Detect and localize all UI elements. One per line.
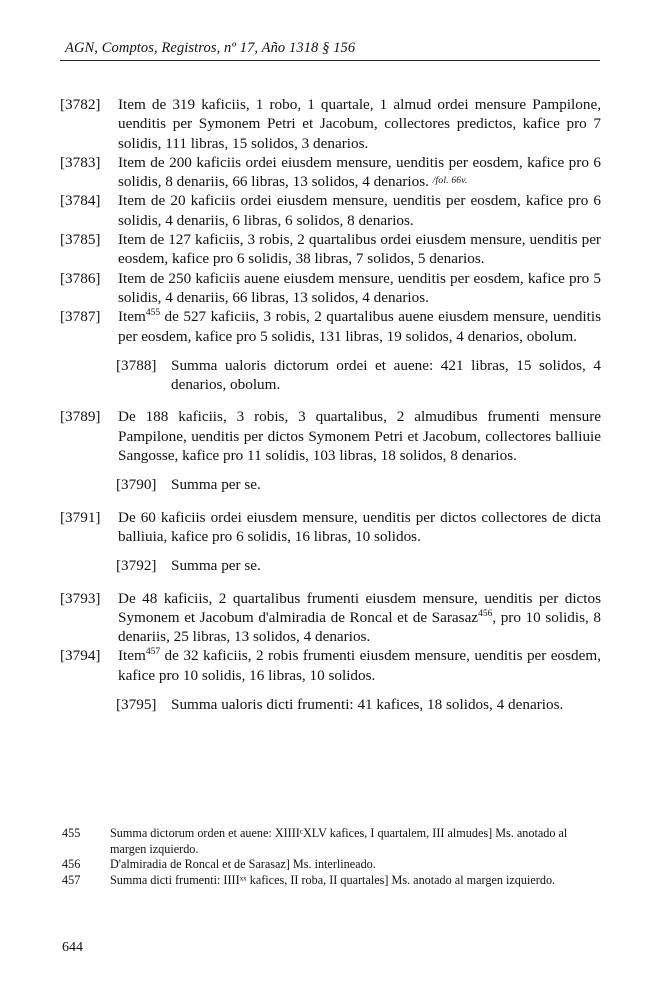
footnote-457 bbox=[62, 873, 602, 889]
entry-3791 bbox=[60, 508, 601, 547]
entry-text-main: , pro 10 solidis, 8 denariis, 25 libras, 13 solidos, 4 denarios. bbox=[118, 608, 602, 646]
footnotes bbox=[62, 826, 602, 888]
footnote-ref-456[interactable]: 456 bbox=[478, 608, 493, 619]
footnote-number: 456 bbox=[62, 857, 81, 872]
entry-number: [3789] bbox=[60, 408, 101, 426]
entry-text: Item de 127 kaficiis, 3 robis, 2 quartalibus ordei eiusdem mensure, uenditis per eosdem, kafice pro 6 solidis, 38 libras, 7 solidos, 5 denarios. bbox=[118, 231, 601, 268]
entry-3787 bbox=[60, 307, 601, 346]
entry-number: [3783] bbox=[60, 153, 101, 171]
entry-number: [3795] bbox=[116, 696, 157, 714]
entry-text: Item de 20 kaficiis ordei eiusdem mensure, uenditis per eosdem, kafice pro 6 solidis, 4 denariis, 6 libras, 6 solidos, 8 denarios. bbox=[118, 192, 601, 229]
entry-3782 bbox=[60, 95, 601, 153]
entry-number: [3792] bbox=[116, 557, 157, 575]
entry-text: De 188 kaficiis, 3 robis, 3 quartalibus, 2 almudibus frumenti mensure Pampilone, uenditis per dictos Symonem Petri et Jacobum, collectores balliuie Sangosse, kafice pro 11 solidis, 103 libras, 18 solidos, 8 denarios. bbox=[118, 408, 601, 465]
summa-3790 bbox=[116, 475, 601, 494]
entry-number: [3793] bbox=[60, 589, 101, 607]
entry-text: Summa per se. bbox=[171, 557, 261, 575]
entry-3794 bbox=[60, 646, 601, 685]
entry-text: Summa ualoris dictorum ordei et auene: 421 libras, 15 solidos, 4 denarios, obolum. bbox=[171, 356, 601, 394]
footnote-number: 455 bbox=[62, 826, 81, 840]
entry-3789 bbox=[60, 407, 601, 465]
entry-text bbox=[118, 589, 601, 647]
footnote-ref-455[interactable]: 455 bbox=[145, 308, 161, 319]
entry-number: [3786] bbox=[60, 269, 101, 287]
entry-text: Item de 319 kaficiis, 1 robo, 1 quartale, 1 almud ordei mensure Pampilone, uenditis per Symonem Petri et Jacobum, collectores predictos, kafice pro 7 solidis, 111 libras, 15 solidos, 3 denarios. bbox=[118, 96, 601, 152]
entry-number: [3791] bbox=[60, 508, 101, 526]
entry-text bbox=[118, 646, 601, 685]
footnote-ref-457[interactable]: 457 bbox=[145, 647, 161, 658]
entry-text bbox=[118, 307, 601, 346]
entry-number: [3784] bbox=[60, 192, 101, 210]
entry-text-main: Item de 200 kaficiis ordei eiusdem mensure, uenditis per eosdem, kafice pro 6 solidis, 8 denariis, 66 libras, 13 solidos, 4 denarios. bbox=[118, 153, 601, 191]
summa-3792 bbox=[116, 556, 601, 575]
entry-text-pre: Item bbox=[118, 647, 146, 665]
entry-text bbox=[118, 153, 601, 192]
running-head: AGN, Comptos, Registros, nº 17, Año 1318 § 156 bbox=[65, 40, 356, 56]
entry-number: [3788] bbox=[116, 356, 157, 374]
entry-number: [3790] bbox=[116, 476, 157, 494]
entry-number: [3794] bbox=[60, 647, 101, 665]
entry-3793 bbox=[60, 589, 601, 647]
summa-3788 bbox=[116, 356, 601, 395]
footnote-456 bbox=[62, 857, 602, 873]
entry-number: [3782] bbox=[60, 96, 101, 113]
entry-3783 bbox=[60, 153, 601, 192]
entry-text-pre: De 48 kaficiis, 2 quartalibus frumenti eiusdem mensure, uenditis per dictos Symonem et Jacobum d'almiradia de Roncal et de Sarasaz bbox=[118, 589, 601, 626]
footnote-text: Summa dictorum orden et auene: XIIIIᶜXLV kafices, I quartalem, III almudes] Ms. anotado al margen izquierdo. bbox=[110, 826, 568, 856]
summa-3795 bbox=[116, 695, 601, 714]
header-rule bbox=[60, 60, 600, 61]
folio-marker: /fol. 66v. bbox=[432, 176, 468, 187]
entry-3785 bbox=[60, 230, 601, 269]
entry-text-pre: Item bbox=[118, 308, 146, 326]
entry-text-main: de 32 kaficiis, 2 robis frumenti eiusdem mensure, uenditis per eosdem, kafice pro 10 solidis, 16 libras, 10 solidos. bbox=[118, 647, 601, 684]
document-body bbox=[60, 95, 601, 727]
footnote-text: Summa dicti frumenti: IIIIˣˣ kafices, II roba, II quartales] Ms. anotado al margen izquierdo. bbox=[110, 872, 556, 887]
page-number: 644 bbox=[62, 940, 83, 955]
footnote-455 bbox=[62, 826, 602, 857]
footnote-number: 457 bbox=[62, 872, 81, 887]
entry-number: [3785] bbox=[60, 231, 101, 249]
footnote-text: D'almiradia de Roncal et de Sarasaz] Ms. interlineado. bbox=[110, 857, 376, 872]
entry-text: Summa ualoris dicti frumenti: 41 kafices, 18 solidos, 4 denarios. bbox=[171, 696, 564, 714]
entry-text: Summa per se. bbox=[171, 476, 261, 494]
entry-3786 bbox=[60, 269, 601, 308]
entry-text-main: de 527 kaficiis, 3 robis, 2 quartalibus auene eiusdem mensure, uenditis per eosdem, kafice pro 5 solidis, 131 libras, 19 solidos, 4 denarios, obolum. bbox=[118, 308, 601, 345]
entry-text: Item de 250 kaficiis auene eiusdem mensure, uenditis per eosdem, kafice pro 5 solidis, 4 denariis, 66 libras, 13 solidos, 4 denarios. bbox=[118, 269, 601, 306]
entry-text: De 60 kaficiis ordei eiusdem mensure, uenditis per dictos collectores de dicta balliuia, kafice pro 6 solidis, 16 libras, 10 solidos. bbox=[118, 508, 601, 545]
entry-3784 bbox=[60, 191, 601, 230]
entry-number: [3787] bbox=[60, 308, 101, 326]
